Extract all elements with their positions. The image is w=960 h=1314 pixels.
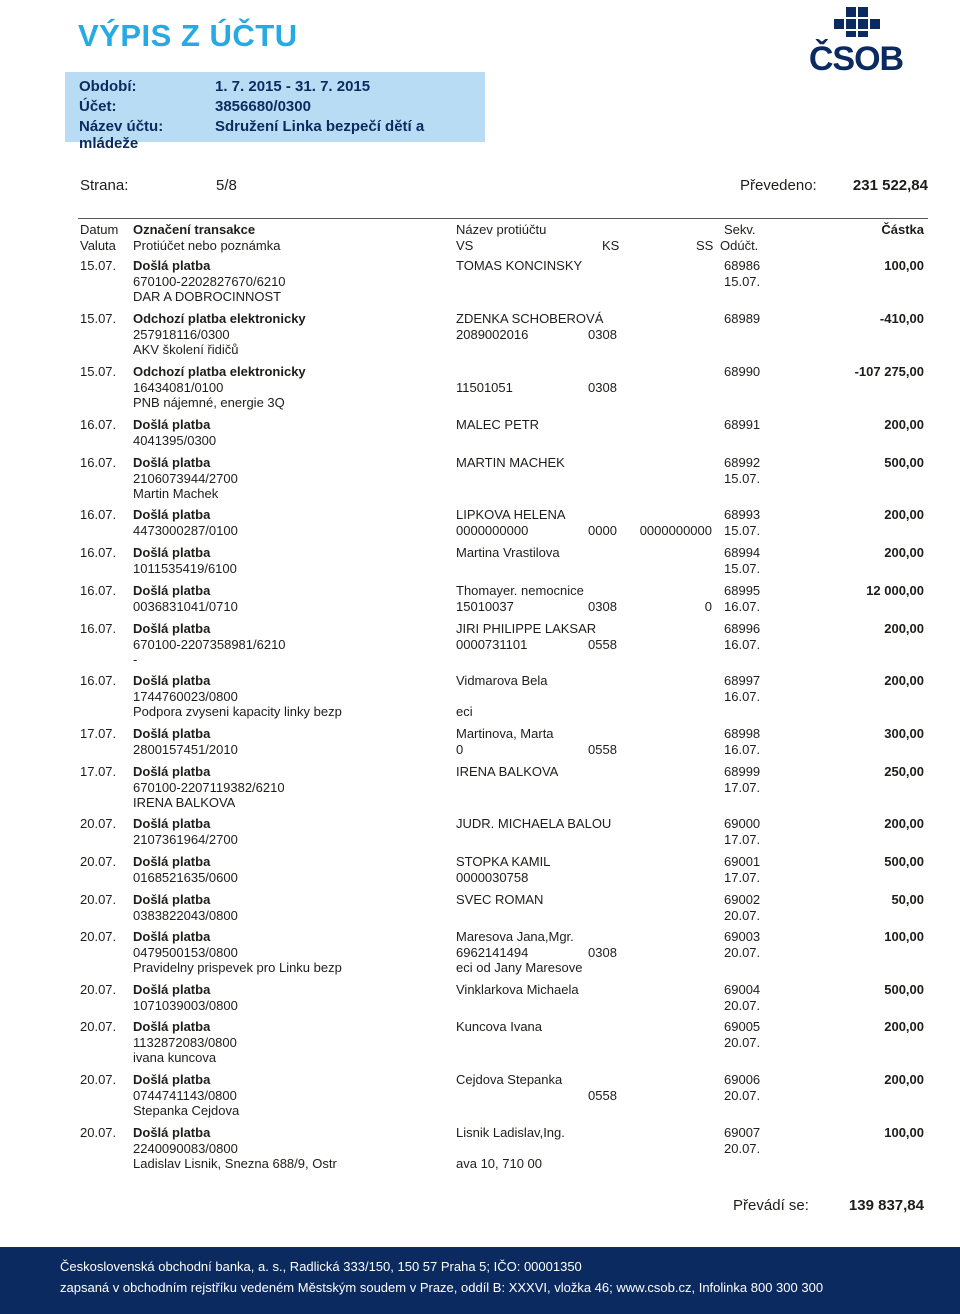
variable-symbol: 0000731101 bbox=[456, 636, 528, 652]
counter-name: ZDENKA SCHOBEROVÁ bbox=[456, 311, 604, 326]
sequence-number: 69004 bbox=[724, 982, 761, 997]
counter-account: 2240090083/0800 bbox=[133, 1140, 238, 1156]
counter-account: 2107361964/2700 bbox=[133, 831, 238, 847]
transaction-type: Došlá platba bbox=[133, 982, 211, 997]
counter-name: Lisnik Ladislav,Ing. bbox=[456, 1125, 565, 1140]
transaction-amount: 300,00 bbox=[884, 726, 924, 741]
transaction-date: 16.07. bbox=[80, 583, 117, 598]
constant-symbol: 0000 bbox=[588, 522, 617, 538]
counter-account: 0036831041/0710 bbox=[133, 598, 238, 614]
col-oducet: Odúčt. bbox=[720, 238, 759, 253]
counter-name: STOPKA KAMIL bbox=[456, 854, 551, 869]
counter-account: 0383822043/0800 bbox=[133, 907, 238, 923]
transaction-amount: 250,00 bbox=[884, 764, 924, 779]
col-vs: VS bbox=[456, 238, 474, 253]
transaction-amount: 500,00 bbox=[884, 455, 924, 470]
counter-name: Cejdova Stepanka bbox=[456, 1072, 563, 1087]
transaction-date: 15.07. bbox=[80, 364, 117, 379]
period-row bbox=[79, 78, 370, 95]
transaction-type: Došlá platba bbox=[133, 258, 211, 273]
posting-date: 20.07. bbox=[724, 1140, 761, 1156]
posting-date: 15.07. bbox=[724, 522, 761, 538]
carry-forward-value: 139 837,84 bbox=[848, 1197, 924, 1214]
sequence-number: 68998 bbox=[724, 726, 761, 741]
constant-symbol: 0308 bbox=[588, 598, 617, 614]
transaction-note: Podpora zvyseni kapacity linky bezp bbox=[133, 704, 342, 719]
transaction-date: 16.07. bbox=[80, 417, 117, 432]
col-amount: Částka bbox=[881, 222, 924, 237]
transaction-type: Došlá platba bbox=[133, 1072, 211, 1087]
sequence-number: 68991 bbox=[724, 417, 761, 432]
constant-symbol: 0308 bbox=[588, 326, 617, 342]
transaction-note: ivana kuncova bbox=[133, 1050, 217, 1065]
transaction-note: Ladislav Lisnik, Snezna 688/9, Ostr bbox=[133, 1156, 337, 1171]
variable-symbol: 6962141494 bbox=[456, 944, 529, 960]
posting-date: 15.07. bbox=[724, 273, 761, 289]
transaction-type: Došlá platba bbox=[133, 507, 211, 522]
transaction-amount: -107 275,00 bbox=[854, 364, 924, 379]
counter-account: 1744760023/0800 bbox=[133, 688, 238, 704]
period-label: Období: bbox=[79, 78, 137, 95]
transaction-date: 16.07. bbox=[80, 545, 117, 560]
col-date: Datum bbox=[80, 222, 119, 237]
constant-symbol: 0558 bbox=[588, 1087, 617, 1103]
page-label: Strana: bbox=[80, 177, 129, 194]
posting-date: 20.07. bbox=[724, 1087, 761, 1103]
account-info-box bbox=[65, 72, 485, 152]
counter-name-continued: eci od Jany Maresove bbox=[456, 960, 583, 975]
posting-date: 20.07. bbox=[724, 997, 761, 1013]
counter-name: Vidmarova Bela bbox=[456, 673, 548, 688]
transaction-date: 16.07. bbox=[80, 507, 117, 522]
counter-account: 2800157451/2010 bbox=[133, 741, 238, 757]
posting-date: 20.07. bbox=[724, 944, 761, 960]
posting-date: 17.07. bbox=[724, 869, 761, 885]
posting-date: 16.07. bbox=[724, 598, 761, 614]
counter-name: MALEC PETR bbox=[456, 417, 540, 432]
period-value: 1. 7. 2015 - 31. 7. 2015 bbox=[215, 78, 371, 95]
statement-title: VÝPIS Z ÚČTU bbox=[78, 18, 298, 53]
carry-forward bbox=[733, 1197, 924, 1214]
transaction-date: 20.07. bbox=[80, 1072, 117, 1087]
sequence-number: 69005 bbox=[724, 1019, 761, 1034]
counter-account: 670100-2202827670/6210 bbox=[133, 273, 286, 289]
counter-name: MARTIN MACHEK bbox=[456, 455, 565, 470]
counter-name: IRENA BALKOVA bbox=[456, 764, 559, 779]
sequence-number: 68989 bbox=[724, 311, 761, 326]
counter-account: 670100-2207119382/6210 bbox=[133, 779, 285, 795]
col-ss: SS bbox=[696, 238, 714, 253]
counter-name: JUDR. MICHAELA BALOU bbox=[456, 816, 612, 831]
transaction-note: IRENA BALKOVA bbox=[133, 795, 236, 810]
sequence-number: 68999 bbox=[724, 764, 761, 779]
account-number: 3856680/0300 bbox=[215, 98, 311, 115]
brand-name: ČSOB bbox=[808, 40, 904, 78]
counter-account: 1132872083/0800 bbox=[133, 1034, 237, 1050]
counter-account: 0744741143/0800 bbox=[133, 1087, 237, 1103]
sequence-number: 69000 bbox=[724, 816, 761, 831]
col-counter-account: Protiúčet nebo poznámka bbox=[133, 238, 281, 253]
transaction-type: Došlá platba bbox=[133, 673, 211, 688]
sequence-number: 69007 bbox=[724, 1125, 761, 1140]
counter-name: Thomayer. nemocnice bbox=[456, 583, 584, 598]
transaction-type: Odchozí platba elektronicky bbox=[133, 311, 306, 326]
transaction-type: Došlá platba bbox=[133, 1125, 211, 1140]
constant-symbol: 0558 bbox=[588, 741, 617, 757]
posting-date: 15.07. bbox=[724, 470, 761, 486]
account-row bbox=[79, 98, 311, 115]
sequence-number: 68995 bbox=[724, 583, 761, 598]
transaction-date: 16.07. bbox=[80, 621, 117, 636]
posting-date: 17.07. bbox=[724, 779, 761, 795]
transaction-date: 20.07. bbox=[80, 1125, 117, 1140]
transaction-type: Došlá platba bbox=[133, 816, 211, 831]
posting-date: 16.07. bbox=[724, 688, 761, 704]
counter-name: Martinova, Marta bbox=[456, 726, 554, 741]
transaction-note: Martin Machek bbox=[133, 486, 219, 501]
transaction-date: 20.07. bbox=[80, 982, 117, 997]
transaction-note: AKV školení řidičů bbox=[133, 342, 239, 357]
variable-symbol: 15010037 bbox=[456, 598, 514, 614]
transaction-amount: 200,00 bbox=[884, 417, 924, 432]
transaction-date: 20.07. bbox=[80, 816, 117, 831]
counter-name: Vinklarkova Michaela bbox=[456, 982, 579, 997]
col-ks: KS bbox=[602, 238, 620, 253]
account-label: Účet: bbox=[79, 98, 117, 115]
counter-name-continued: ava 10, 710 00 bbox=[456, 1156, 543, 1171]
sequence-number: 68992 bbox=[724, 455, 761, 470]
transaction-amount: 100,00 bbox=[884, 258, 924, 273]
sequence-number: 69001 bbox=[724, 854, 761, 869]
transaction-type: Došlá platba bbox=[133, 764, 211, 779]
account-name-value: Sdružení Linka bezpečí dětí a mládeže bbox=[79, 118, 425, 152]
counter-account: 4041395/0300 bbox=[133, 432, 217, 448]
counter-name: TOMAS KONCINSKY bbox=[456, 258, 583, 273]
sequence-number: 68996 bbox=[724, 621, 761, 636]
counter-name: LIPKOVA HELENA bbox=[456, 507, 566, 522]
transaction-amount: -410,00 bbox=[879, 311, 924, 326]
transaction-date: 20.07. bbox=[80, 1019, 117, 1034]
counter-name: Martina Vrastilova bbox=[456, 545, 560, 560]
counter-account: 1071039003/0800 bbox=[133, 997, 238, 1013]
transaction-amount: 200,00 bbox=[884, 1019, 924, 1034]
specific-symbol: 0000000000 bbox=[639, 522, 712, 538]
counter-name-continued: eci bbox=[456, 704, 473, 719]
transaction-amount: 200,00 bbox=[884, 673, 924, 688]
sequence-number: 68997 bbox=[724, 673, 761, 688]
transaction-amount: 12 000,00 bbox=[866, 583, 924, 598]
transaction-type: Došlá platba bbox=[133, 583, 211, 598]
transaction-type: Došlá platba bbox=[133, 892, 211, 907]
counter-account: 2106073944/2700 bbox=[133, 470, 238, 486]
counter-name: Maresova Jana,Mgr. bbox=[456, 929, 574, 944]
transaction-amount: 200,00 bbox=[884, 816, 924, 831]
transaction-date: 20.07. bbox=[80, 929, 117, 944]
transaction-amount: 200,00 bbox=[884, 507, 924, 522]
transaction-date: 15.07. bbox=[80, 311, 117, 326]
col-valuta: Valuta bbox=[80, 238, 116, 253]
posting-date: 20.07. bbox=[724, 1034, 761, 1050]
transaction-type: Došlá platba bbox=[133, 455, 211, 470]
transaction-type: Došlá platba bbox=[133, 726, 211, 741]
sequence-number: 68994 bbox=[724, 545, 761, 560]
counter-name: JIRI PHILIPPE LAKSAR bbox=[456, 621, 597, 636]
sequence-number: 69006 bbox=[724, 1072, 761, 1087]
account-name-label: Název účtu: bbox=[79, 118, 164, 135]
transaction-amount: 100,00 bbox=[884, 929, 924, 944]
transaction-date: 15.07. bbox=[80, 258, 117, 273]
variable-symbol: 0000000000 bbox=[456, 522, 529, 538]
carried-in-value: 231 522,84 bbox=[852, 177, 928, 194]
counter-name: Kuncova Ivana bbox=[456, 1019, 543, 1034]
sequence-number: 68990 bbox=[724, 364, 761, 379]
counter-account: 257918116/0300 bbox=[133, 326, 230, 342]
transaction-type: Došlá platba bbox=[133, 417, 211, 432]
specific-symbol: 0 bbox=[704, 598, 712, 614]
constant-symbol: 0308 bbox=[588, 379, 617, 395]
transaction-note: Stepanka Cejdova bbox=[133, 1103, 240, 1118]
counter-account: 0168521635/0600 bbox=[133, 869, 238, 885]
counter-account: 4473000287/0100 bbox=[133, 522, 238, 538]
page-number: 5/8 bbox=[216, 177, 237, 194]
footer-line-1: Československá obchodní banka, a. s., Radlická 333/150, 150 57 Praha 5; IČO: 00001350 bbox=[60, 1259, 582, 1274]
transaction-type: Došlá platba bbox=[133, 929, 211, 944]
transaction-date: 20.07. bbox=[80, 892, 117, 907]
variable-symbol: 0000030758 bbox=[456, 869, 529, 885]
transaction-amount: 500,00 bbox=[884, 854, 924, 869]
transaction-note: PNB nájemné, energie 3Q bbox=[133, 395, 285, 410]
transaction-type: Odchozí platba elektronicky bbox=[133, 364, 306, 379]
transaction-amount: 200,00 bbox=[884, 621, 924, 636]
counter-account: 0479500153/0800 bbox=[133, 944, 238, 960]
transaction-note: Pravidelny prispevek pro Linku bezp bbox=[133, 960, 342, 975]
transaction-amount: 50,00 bbox=[891, 892, 924, 907]
variable-symbol: 0 bbox=[456, 741, 464, 757]
carried-in-label: Převedeno: bbox=[740, 177, 817, 194]
posting-date: 16.07. bbox=[724, 741, 761, 757]
col-transaction: Označení transakce bbox=[133, 222, 256, 237]
sequence-number: 68986 bbox=[724, 258, 761, 273]
counter-account: 1011535419/6100 bbox=[133, 560, 237, 576]
variable-symbol: 2089002016 bbox=[456, 326, 529, 342]
header-divider bbox=[78, 218, 928, 219]
transaction-amount: 200,00 bbox=[884, 1072, 924, 1087]
col-counter-name: Název protiúčtu bbox=[456, 222, 547, 237]
transaction-date: 20.07. bbox=[80, 854, 117, 869]
transaction-date: 16.07. bbox=[80, 455, 117, 470]
transaction-type: Došlá platba bbox=[133, 1019, 211, 1034]
counter-account: 16434081/0100 bbox=[133, 379, 224, 395]
carry-forward-label: Převádí se: bbox=[733, 1197, 809, 1214]
transaction-amount: 200,00 bbox=[884, 545, 924, 560]
sequence-number: 68993 bbox=[724, 507, 761, 522]
transaction-date: 17.07. bbox=[80, 764, 117, 779]
footer bbox=[0, 1247, 960, 1314]
col-sekv: Sekv. bbox=[724, 222, 756, 237]
posting-date: 16.07. bbox=[724, 636, 761, 652]
transaction-note: DAR A DOBROCINNOST bbox=[133, 289, 282, 304]
transaction-type: Došlá platba bbox=[133, 545, 211, 560]
posting-date: 17.07. bbox=[724, 831, 761, 847]
variable-symbol: 11501051 bbox=[456, 379, 513, 395]
counter-account: 670100-2207358981/6210 bbox=[133, 636, 286, 652]
counter-name: SVEC ROMAN bbox=[456, 892, 544, 907]
constant-symbol: 0558 bbox=[588, 636, 617, 652]
transaction-type: Došlá platba bbox=[133, 621, 211, 636]
transaction-note: - bbox=[133, 652, 138, 667]
transaction-date: 16.07. bbox=[80, 673, 117, 688]
posting-date: 20.07. bbox=[724, 907, 761, 923]
transaction-amount: 500,00 bbox=[884, 982, 924, 997]
transaction-type: Došlá platba bbox=[133, 854, 211, 869]
transaction-date: 17.07. bbox=[80, 726, 117, 741]
sequence-number: 69003 bbox=[724, 929, 761, 944]
transaction-amount: 100,00 bbox=[884, 1125, 924, 1140]
account-name-row bbox=[79, 118, 485, 152]
sequence-number: 69002 bbox=[724, 892, 761, 907]
constant-symbol: 0308 bbox=[588, 944, 617, 960]
footer-line-2: zapsaná v obchodním rejstříku vedeném Městským soudem v Praze, oddíl B: XXXVI, vložka 46; www.csob.cz, Infolinka 800 300 300 bbox=[60, 1280, 824, 1295]
posting-date: 15.07. bbox=[724, 560, 761, 576]
